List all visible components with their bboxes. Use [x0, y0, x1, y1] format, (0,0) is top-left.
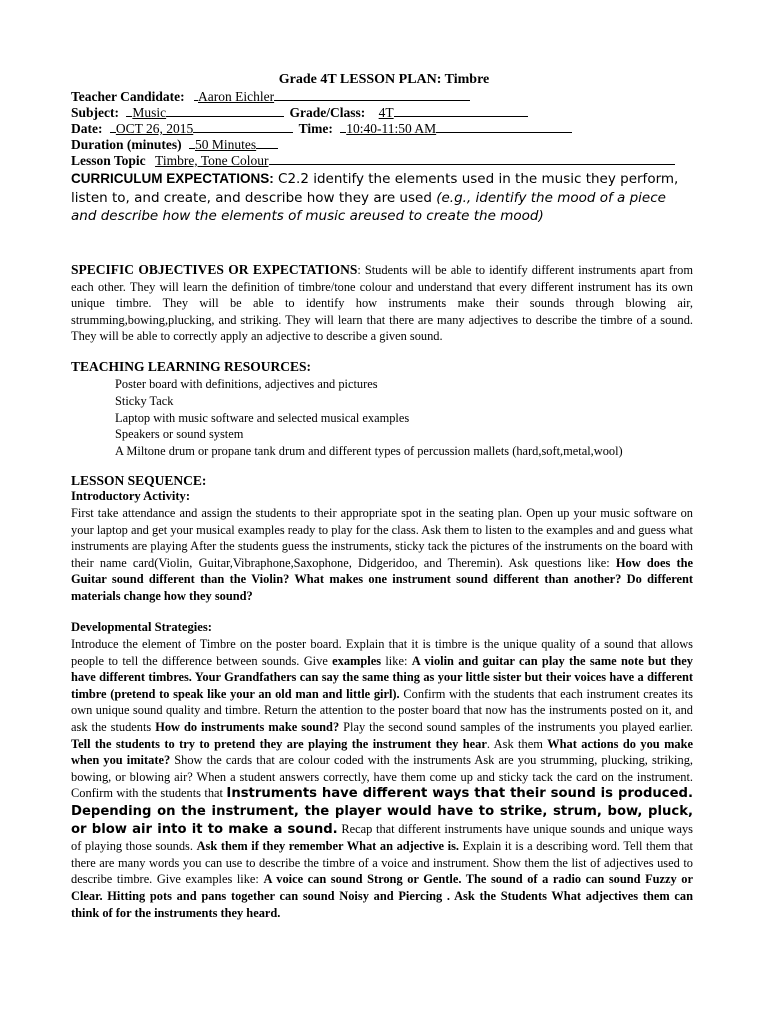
- resource-item: Laptop with music software and selected musical examples: [115, 410, 410, 425]
- objectives-text: : Students will be able to identify different instruments apart from each other. They will learn the definition of timbre/tone colour and understand that every different instrument has its own unique timbre. They will be able to identify how instruments make their sounds through blowing air, strumming,bowing,plucking, and striking. They will learn that there are many adjectives to describe the timbre of a sound. They will be able to correctly apply an adjective to describe a given sound.: [71, 263, 693, 344]
- dev-bold: Tell the students to try to pretend they are playing the instrument they hear: [71, 736, 487, 751]
- topic-value: Timbre, Tone Colour: [155, 153, 269, 168]
- curriculum-expectations: [71, 170, 691, 226]
- sequence-heading: LESSON SEQUENCE:: [71, 473, 207, 488]
- resource-item: A Miltone drum or propane tank drum and different types of percussion mallets (hard,soft,metal,wool): [115, 444, 623, 459]
- developmental-paragraph: [71, 636, 693, 921]
- dev-text: Confirm with the students that each instrument creates its own unique sound quality and timbre. Return the attention to the poster board that now has the instruments posted on it, and ask the students: [71, 686, 693, 734]
- dev-text: like:: [381, 653, 412, 668]
- subject-row: [71, 104, 528, 121]
- developmental-heading: Developmental Strategies:: [71, 620, 212, 634]
- intro-paragraph: [71, 505, 693, 605]
- subject-value: Music: [132, 105, 167, 120]
- duration-value: 50 Minutes: [195, 137, 257, 152]
- dev-bold: A violin and guitar can play the same note but they have different timbres. Your Grandfathers can say the same thing as your little sister but their voices have a different timbre (pretend to speak like your an old man and little girl).: [71, 653, 693, 701]
- objectives-label: SPECIFIC OBJECTIVES OR EXPECTATIONS: [71, 262, 358, 277]
- teacher-label: Teacher Candidate:: [71, 89, 185, 104]
- objectives-paragraph: [71, 262, 693, 345]
- dev-bold: Ask them if they remember What an adjective is.: [196, 839, 460, 854]
- topic-row: [71, 152, 675, 169]
- dev-bold: How do instruments make sound?: [155, 719, 340, 734]
- date-value: OCT 26, 2015: [115, 121, 194, 136]
- dev-bold: examples: [332, 653, 382, 668]
- grade-label: Grade/Class:: [289, 105, 366, 120]
- duration-row: [71, 136, 278, 153]
- dev-text: Play the second sound samples of the instruments you played earlier.: [339, 719, 693, 734]
- date-row: [71, 120, 572, 137]
- intro-text: First take attendance and assign the students to their appropriate spot in the seating plan. Open up your music software on your laptop and get your musical examples ready to play for the class. Ask them to listen to the examples and and guess what instruments are playing After the students guess the instruments, sticky tack the pictures of the instruments on the board with their name card(Violin, Guitar,Vibraphone,Saxophone, Didgeridoo, and Theremin). Ask questions like:: [71, 506, 693, 570]
- dev-bold: A voice can sound Strong or Gentle. The sound of a radio can sound Fuzzy or Clear. Hitting pots and pans together can sound Noisy and Piercing . Ask the Students What adjectives them can think of for the instruments they heard.: [71, 872, 693, 920]
- intro-heading: Introductory Activity:: [71, 489, 191, 503]
- resources-list: [115, 376, 623, 460]
- time-label: Time:: [298, 121, 333, 136]
- resource-item: Speakers or sound system: [115, 427, 244, 442]
- curriculum-example: (e.g., identify the mood of a piece and describe how the elements of music areused to create the mood): [71, 189, 666, 224]
- resource-item: Poster board with definitions, adjectives and pictures: [115, 377, 378, 391]
- dev-text: Introduce the element of Timbre on the poster board. Explain that it is timbre is the unique quality of a sound that allows people to tell the difference between sounds. Give: [71, 637, 693, 668]
- dev-text: Explain it is a describing word. Tell them that there are many words you can use to describe the timbre of a voice and instrument. Show them the list of adjectives used to describe timbre. Give examples like:: [71, 839, 693, 887]
- teacher-row: [71, 88, 470, 105]
- document-title: Grade 4T LESSON PLAN: Timbre: [278, 72, 490, 87]
- dev-text: Show the cards that are colour coded with the instruments Ask are you strumming, plucking, striking, bowing, or blowing air? When a student answers correctly, have them come up and sticky tack the card on the instrument. Confirm with the students that: [71, 753, 693, 801]
- subject-label: Subject:: [71, 105, 119, 120]
- dev-text: Recap that different instruments have unique sounds and unique ways of playing those sounds.: [71, 821, 693, 854]
- curriculum-label: CURRICULUM EXPECTATIONS:: [71, 171, 274, 186]
- grade-value: 4T: [378, 105, 394, 120]
- topic-label: Lesson Topic: [71, 153, 146, 168]
- teacher-value: Aaron Eichler: [198, 89, 275, 104]
- resource-item: Sticky Tack: [115, 393, 174, 408]
- duration-label: Duration (minutes): [71, 137, 182, 152]
- intro-questions: How does the Guitar sound different than the Violin? What makes one instrument sound different than another? Do different materials change how they sound?: [71, 555, 693, 603]
- resources-heading: TEACHING LEARNING RESOURCES:: [71, 359, 312, 374]
- time-value: 10:40-11:50 AM: [346, 121, 437, 136]
- dev-text: . Ask them: [486, 736, 548, 751]
- dev-bold: What actions do you make when you imitate?: [71, 736, 693, 768]
- date-label: Date:: [71, 121, 103, 136]
- dev-bold: Instruments have different ways that their sound is produced. Depending on the instrument, the player would have to strike, strum, bow, pluck, or blow air into it to make a sound.: [71, 786, 693, 837]
- curriculum-text: C2.2 identify the elements used in the music they perform, listen to, and create, and describe how they are used: [71, 171, 679, 206]
